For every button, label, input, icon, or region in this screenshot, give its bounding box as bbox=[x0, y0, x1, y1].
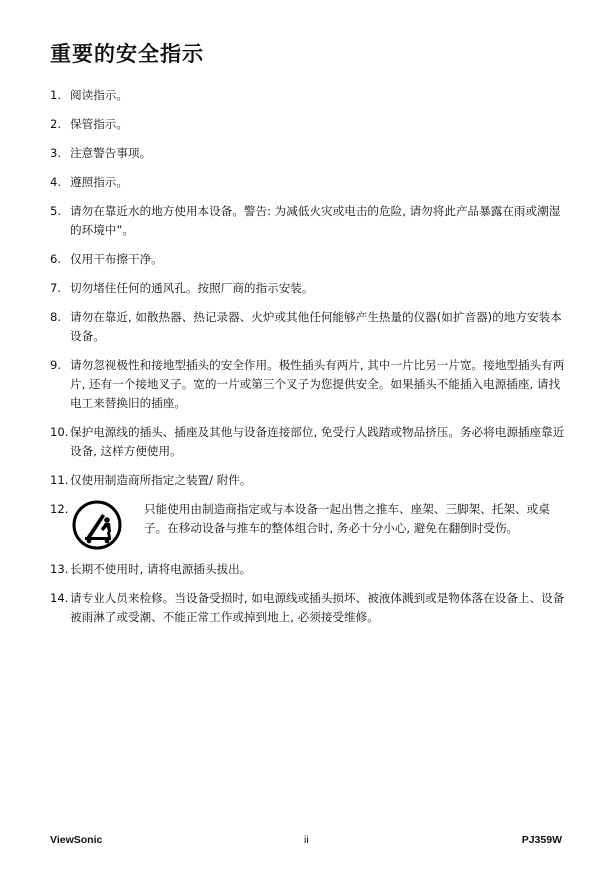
footer-brand: ViewSonic bbox=[50, 834, 103, 846]
item-number: 13. bbox=[50, 562, 69, 576]
item-number: 12. bbox=[50, 502, 69, 516]
list-item bbox=[50, 308, 570, 346]
list-item bbox=[50, 589, 570, 627]
item-text: 仅使用制造商所指定之装置/ 附件。 bbox=[70, 473, 252, 487]
list-item bbox=[50, 173, 570, 192]
item-number: 14. bbox=[50, 591, 69, 605]
item-text: 注意警告事项。 bbox=[70, 146, 152, 160]
footer-page-number: ii bbox=[304, 834, 309, 846]
item-number: 9. bbox=[50, 358, 62, 372]
item-text: 请专业人员来检修。当设备受损时, 如电源线或插头损坏、被液体溅到或是物体落在设备上、设备被雨淋了或受潮、不能正常工作或掉到地上, 必须接受维修。 bbox=[70, 591, 565, 624]
list-item bbox=[50, 560, 570, 579]
item-text: 只能使用由制造商指定或与本设备一起出售之推车、座架、三脚架、托架、或桌子。在移动设备与推车的整体组合时, 务必十分小心, 避免在翻倒时受伤。 bbox=[144, 502, 550, 535]
footer-model: PJ359W bbox=[521, 834, 562, 846]
list-item bbox=[50, 202, 570, 240]
item-text: 切勿堵住任何的通风孔。按照厂商的指示安装。 bbox=[70, 281, 314, 295]
page-title: 重要的安全指示 bbox=[50, 42, 204, 66]
item-text: 保管指示。 bbox=[70, 117, 128, 131]
item-number: 5. bbox=[50, 204, 62, 218]
item-number: 2. bbox=[50, 117, 62, 131]
list-item bbox=[50, 356, 570, 413]
item-text: 请勿在靠近, 如散热器、热记录器、火炉或其他任何能够产生热量的仪器(如扩音器)的地方安装本设备。 bbox=[70, 310, 562, 343]
item-number: 4. bbox=[50, 175, 62, 189]
item-number: 1. bbox=[50, 88, 62, 102]
item-number: 6. bbox=[50, 252, 62, 266]
list-item bbox=[50, 86, 570, 105]
cart-tipover-warning-icon bbox=[72, 500, 122, 550]
item-text: 请勿在靠近水的地方使用本设备。警告: 为减低火灾或电击的危险, 请勿将此产品暴露在雨或潮湿的环境中”。 bbox=[70, 204, 561, 237]
item-text: 遵照指示。 bbox=[70, 175, 128, 189]
item-text: 长期不使用时, 请将电源插头拔出。 bbox=[70, 562, 252, 576]
item-number: 11. bbox=[50, 473, 69, 487]
item-number: 8. bbox=[50, 310, 62, 324]
item-text: 阅读指示。 bbox=[70, 88, 128, 102]
list-item bbox=[50, 423, 570, 461]
list-item bbox=[50, 471, 570, 490]
list-item bbox=[50, 115, 570, 134]
item-text: 请勿忽视极性和接地型插头的安全作用。极性插头有两片, 其中一片比另一片宽。接地型插头有两片, 还有一个接地叉子。宽的一片或第三个叉子为您提供安全。如果插头不能插入电源插座, 请找电工来替换旧的插座。 bbox=[70, 358, 565, 410]
list-item bbox=[50, 279, 570, 298]
item-text: 仅用干布擦干净。 bbox=[70, 252, 163, 266]
item-number: 3. bbox=[50, 146, 62, 160]
list-item bbox=[50, 250, 570, 269]
item-number: 7. bbox=[50, 281, 62, 295]
list-item bbox=[50, 144, 570, 163]
item-text: 保护电源线的插头、插座及其他与设备连接部位, 免受行人践踏或物品挤压。务必将电源插座靠近设备, 这样方便使用。 bbox=[70, 425, 565, 458]
safety-instructions-list bbox=[50, 86, 570, 637]
list-item bbox=[50, 500, 570, 550]
item-number: 10. bbox=[50, 425, 69, 439]
page-footer bbox=[50, 834, 562, 848]
